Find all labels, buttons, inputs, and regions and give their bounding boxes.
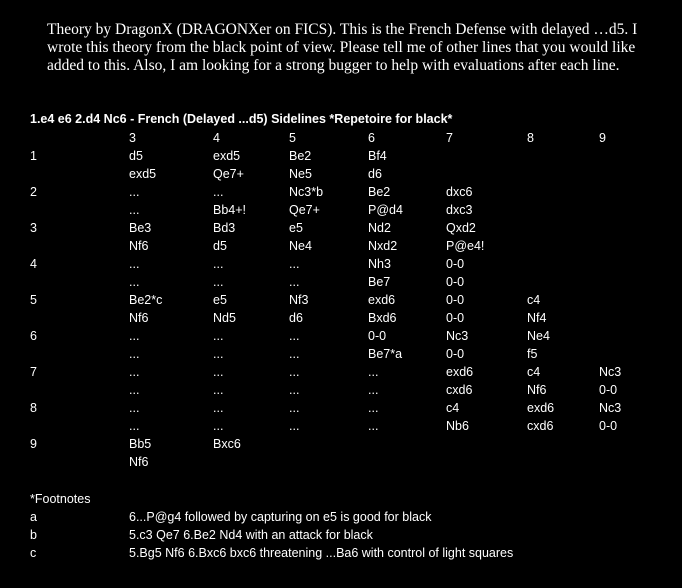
white-move: Nc3*b xyxy=(289,185,324,199)
black-move: ... xyxy=(129,383,140,397)
move-number-header: 9 xyxy=(599,131,606,145)
footnote-text: 5.c3 Qe7 6.Be2 Nd4 with an attack for black xyxy=(129,528,373,542)
footnote-text: 6...P@g4 followed by capturing on e5 is good for black xyxy=(129,510,432,524)
black-move: Be7 xyxy=(368,275,391,289)
black-move: P@e4! xyxy=(446,239,485,253)
white-move: d5 xyxy=(129,149,143,163)
line-number: 7 xyxy=(30,365,37,379)
black-move: exd5 xyxy=(129,167,157,181)
black-move: Qe7+ xyxy=(213,167,244,181)
black-move: ... xyxy=(129,419,140,433)
white-move: ... xyxy=(289,365,300,379)
white-move: Nc3 xyxy=(599,365,622,379)
black-move: cxd6 xyxy=(527,419,554,433)
black-move: Nb6 xyxy=(446,419,469,433)
black-move: ... xyxy=(368,419,379,433)
white-move: 0-0 xyxy=(368,329,387,343)
line-number: 1 xyxy=(30,149,37,163)
black-move: Nf6 xyxy=(527,383,547,397)
white-move: ... xyxy=(213,329,224,343)
white-move: 0-0 xyxy=(446,293,465,307)
black-move: ... xyxy=(129,347,140,361)
black-move: Bxd6 xyxy=(368,311,397,325)
move-number-header: 3 xyxy=(129,131,136,145)
line-number: 6 xyxy=(30,329,37,343)
black-move: 0-0 xyxy=(446,311,465,325)
black-move: 0-0 xyxy=(599,419,618,433)
footnote-row xyxy=(0,508,682,526)
white-move: Bb5 xyxy=(129,437,152,451)
black-move: 0-0 xyxy=(599,383,618,397)
black-move: d6 xyxy=(289,311,303,325)
black-move: cxd6 xyxy=(446,383,473,397)
white-move: exd6 xyxy=(368,293,396,307)
footnote-key: c xyxy=(30,546,37,560)
white-move: Be3 xyxy=(129,221,152,235)
black-move: d6 xyxy=(368,167,382,181)
black-move: ... xyxy=(129,203,140,217)
footnote-text: 5.Bg5 Nf6 6.Bxc6 bxc6 threatening ...Ba6 with control of light squares xyxy=(129,546,514,560)
white-move: Nd2 xyxy=(368,221,391,235)
white-move: c4 xyxy=(527,293,541,307)
white-move: e5 xyxy=(289,221,303,235)
white-move: 0-0 xyxy=(446,257,465,271)
black-move: Ne4 xyxy=(289,239,312,253)
black-move: ... xyxy=(368,383,379,397)
black-move: d5 xyxy=(213,239,227,253)
line-number: 9 xyxy=(30,437,37,451)
white-move: ... xyxy=(129,257,140,271)
black-move: Qe7+ xyxy=(289,203,320,217)
footnote-row xyxy=(0,544,682,562)
white-move: ... xyxy=(289,401,300,415)
white-move: exd6 xyxy=(527,401,555,415)
black-move: ... xyxy=(289,419,300,433)
move-number-header: 4 xyxy=(213,131,220,145)
white-move: c4 xyxy=(527,365,541,379)
white-move: ... xyxy=(129,365,140,379)
white-move: ... xyxy=(368,401,379,415)
white-move: Ne4 xyxy=(527,329,550,343)
move-number-header: 8 xyxy=(527,131,534,145)
black-move: ... xyxy=(289,347,300,361)
white-move: exd5 xyxy=(213,149,241,163)
black-move: P@d4 xyxy=(368,203,403,217)
black-move: ... xyxy=(213,383,224,397)
black-move: f5 xyxy=(527,347,538,361)
white-move: dxc6 xyxy=(446,185,473,199)
white-move: ... xyxy=(213,365,224,379)
move-number-header: 5 xyxy=(289,131,296,145)
white-move: Be2 xyxy=(289,149,312,163)
black-move: ... xyxy=(129,275,140,289)
black-move: Nf6 xyxy=(129,455,149,469)
black-move: dxc3 xyxy=(446,203,473,217)
table-title: 1.e4 e6 2.d4 Nc6 - French (Delayed ...d5) Sidelines *Repetoire for black* xyxy=(30,112,453,126)
black-move: ... xyxy=(213,275,224,289)
white-move: ... xyxy=(289,257,300,271)
white-move: ... xyxy=(213,257,224,271)
white-move: Nc3 xyxy=(446,329,469,343)
footnote-key: b xyxy=(30,528,37,542)
black-move: ... xyxy=(213,419,224,433)
white-move: ... xyxy=(129,329,140,343)
black-move: Nf6 xyxy=(129,311,149,325)
white-move: Be2*c xyxy=(129,293,163,307)
footnotes-title: *Footnotes xyxy=(30,492,91,506)
black-move: 0-0 xyxy=(446,347,465,361)
intro-paragraph: Theory by DragonX (DRAGONXer on FICS). This is the French Defense with delayed …d5. I wrote this theory from the black point of view. Please tell me of other lines that you would like added to this. Also, I am looking for a strong bugger to help with evaluations after each line. xyxy=(47,21,638,74)
line-number: 5 xyxy=(30,293,37,307)
line-number: 3 xyxy=(30,221,37,235)
black-move: 0-0 xyxy=(446,275,465,289)
black-move: ... xyxy=(213,347,224,361)
white-move: ... xyxy=(368,365,379,379)
line-number: 2 xyxy=(30,185,37,199)
white-move: exd6 xyxy=(446,365,474,379)
black-move: Nd5 xyxy=(213,311,236,325)
black-move: ... xyxy=(289,383,300,397)
black-move: Be7*a xyxy=(368,347,403,361)
white-move: ... xyxy=(213,401,224,415)
line-number: 4 xyxy=(30,257,37,271)
black-move: Ne5 xyxy=(289,167,312,181)
white-move: e5 xyxy=(213,293,227,307)
white-move: Qxd2 xyxy=(446,221,476,235)
white-move: Bd3 xyxy=(213,221,236,235)
footnote-row xyxy=(0,526,682,544)
white-move: ... xyxy=(129,401,140,415)
black-move: ... xyxy=(289,275,300,289)
white-move: Bxc6 xyxy=(213,437,241,451)
white-move: Bf4 xyxy=(368,149,387,163)
white-move: ... xyxy=(213,185,224,199)
black-move: Nxd2 xyxy=(368,239,398,253)
white-move: Nc3 xyxy=(599,401,622,415)
black-move: Nf6 xyxy=(129,239,149,253)
move-number-header: 6 xyxy=(368,131,375,145)
white-move: Be2 xyxy=(368,185,391,199)
footnote-key: a xyxy=(30,510,37,524)
black-move: Bb4+! xyxy=(213,203,247,217)
white-move: ... xyxy=(129,185,140,199)
black-move: Nf4 xyxy=(527,311,547,325)
white-move: Nh3 xyxy=(368,257,391,271)
white-move: Nf3 xyxy=(289,293,309,307)
move-number-header: 7 xyxy=(446,131,453,145)
white-move: ... xyxy=(289,329,300,343)
white-move: c4 xyxy=(446,401,460,415)
line-number: 8 xyxy=(30,401,37,415)
